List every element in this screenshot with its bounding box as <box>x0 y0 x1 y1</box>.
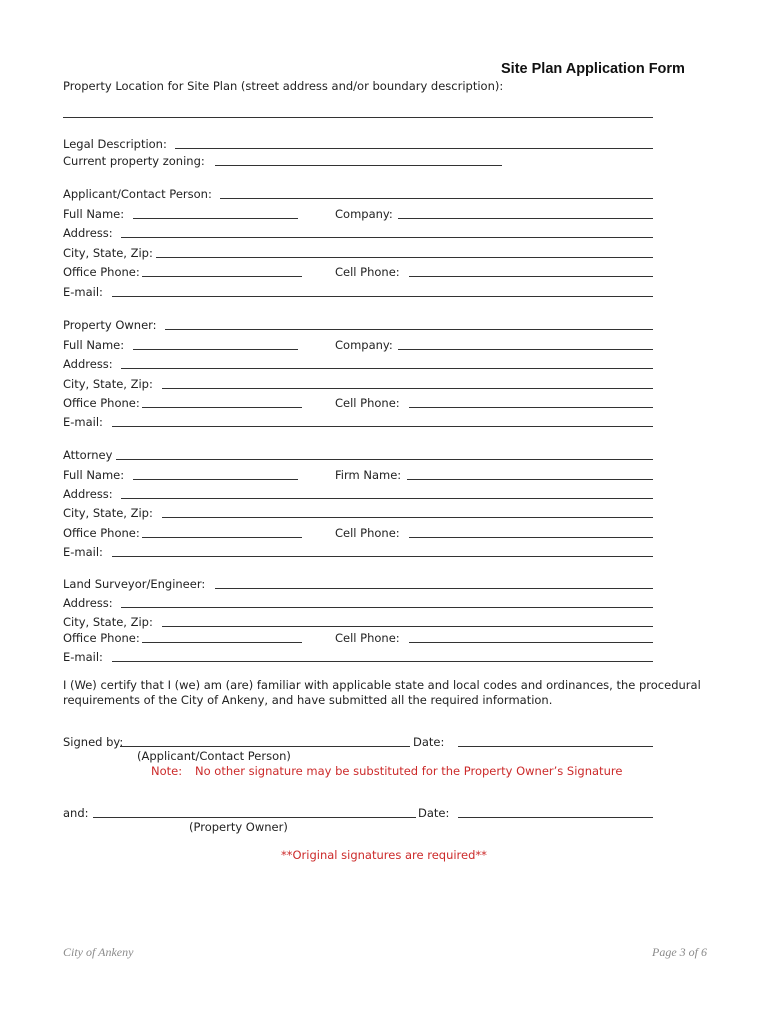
attorney-email-label: E-mail: <box>63 545 103 559</box>
applicant-address-label: Address: <box>63 226 113 240</box>
attorney-firm-name-label: Firm Name: <box>335 468 402 482</box>
owner-email-field[interactable] <box>112 426 653 427</box>
owner-email-label: E-mail: <box>63 415 103 429</box>
surveyor-heading: Land Surveyor/Engineer: <box>63 577 206 591</box>
attorney-city-field[interactable] <box>162 517 653 518</box>
owner-office-phone-label: Office Phone: <box>63 396 140 410</box>
owner-cell-phone-field[interactable] <box>409 407 653 408</box>
owner-full-name-label: Full Name: <box>63 338 125 352</box>
current-zoning-label: Current property zoning: <box>63 154 205 168</box>
owner-city-label: City, State, Zip: <box>63 377 153 391</box>
applicant-email-field[interactable] <box>112 296 653 297</box>
form-title: Site Plan Application Form <box>501 61 685 77</box>
attorney-address-field[interactable] <box>121 498 653 499</box>
attorney-office-phone-label: Office Phone: <box>63 526 140 540</box>
note-text: No other signature may be substituted for the Property Owner’s Signature <box>195 764 623 778</box>
applicant-city-label: City, State, Zip: <box>63 246 153 260</box>
applicant-cell-phone-label: Cell Phone: <box>335 265 400 279</box>
applicant-company-field[interactable] <box>398 218 653 219</box>
surveyor-email-field[interactable] <box>112 661 653 662</box>
attorney-city-label: City, State, Zip: <box>63 506 153 520</box>
applicant-city-field[interactable] <box>156 257 653 258</box>
applicant-date-field[interactable] <box>458 746 653 747</box>
signed-by-label: Signed by: <box>63 735 124 749</box>
owner-address-field[interactable] <box>121 368 653 369</box>
attorney-cell-phone-label: Cell Phone: <box>335 526 400 540</box>
surveyor-name-field[interactable] <box>215 588 653 589</box>
property-location-label: Property Location for Site Plan (street address and/or boundary description): <box>63 79 504 93</box>
surveyor-email-label: E-mail: <box>63 650 103 664</box>
applicant-office-phone-field[interactable] <box>142 276 302 277</box>
and-label: and: <box>63 806 89 820</box>
owner-cell-phone-label: Cell Phone: <box>335 396 400 410</box>
owner-date-label: Date: <box>418 806 450 820</box>
attorney-name-field[interactable] <box>116 459 653 460</box>
owner-office-phone-field[interactable] <box>142 407 302 408</box>
owner-address-label: Address: <box>63 357 113 371</box>
footer-city-name: City of Ankeny <box>63 945 134 959</box>
property-location-field[interactable] <box>63 117 653 118</box>
owner-signature-field[interactable] <box>93 817 416 818</box>
legal-description-label: Legal Description: <box>63 137 167 151</box>
applicant-company-label: Company: <box>335 207 393 221</box>
current-zoning-field[interactable] <box>215 165 502 166</box>
attorney-heading: Attorney <box>63 448 113 462</box>
owner-company-field[interactable] <box>398 349 653 350</box>
applicant-cell-phone-field[interactable] <box>409 276 653 277</box>
surveyor-address-field[interactable] <box>121 607 653 608</box>
applicant-signature-field[interactable] <box>120 746 410 747</box>
applicant-office-phone-label: Office Phone: <box>63 265 140 279</box>
certification-line-2: requirements of the City of Ankeny, and have submitted all the required information. <box>63 693 553 707</box>
applicant-full-name-field[interactable] <box>133 218 298 219</box>
surveyor-city-field[interactable] <box>162 626 653 627</box>
applicant-email-label: E-mail: <box>63 285 103 299</box>
surveyor-office-phone-label: Office Phone: <box>63 631 140 645</box>
applicant-date-label: Date: <box>413 735 445 749</box>
surveyor-city-label: City, State, Zip: <box>63 615 153 629</box>
certification-line-1: I (We) certify that I (we) am (are) familiar with applicable state and local codes and ordinances, the procedural <box>63 678 701 692</box>
owner-caption: (Property Owner) <box>189 820 288 834</box>
owner-company-label: Company: <box>335 338 393 352</box>
owner-name-field[interactable] <box>165 329 653 330</box>
owner-heading: Property Owner: <box>63 318 157 332</box>
surveyor-cell-phone-field[interactable] <box>409 642 653 643</box>
note-label: Note: <box>151 764 183 778</box>
surveyor-cell-phone-label: Cell Phone: <box>335 631 400 645</box>
attorney-email-field[interactable] <box>112 556 653 557</box>
attorney-full-name-field[interactable] <box>133 479 298 480</box>
applicant-address-field[interactable] <box>121 237 653 238</box>
attorney-address-label: Address: <box>63 487 113 501</box>
footer-page-number: Page 3 of 6 <box>652 945 707 959</box>
owner-full-name-field[interactable] <box>133 349 298 350</box>
legal-description-field[interactable] <box>175 148 653 149</box>
owner-date-field[interactable] <box>458 817 653 818</box>
applicant-full-name-label: Full Name: <box>63 207 125 221</box>
surveyor-address-label: Address: <box>63 596 113 610</box>
original-signatures-notice: **Original signatures are required** <box>281 848 487 862</box>
attorney-firm-name-field[interactable] <box>407 479 653 480</box>
owner-city-field[interactable] <box>162 388 653 389</box>
attorney-office-phone-field[interactable] <box>142 537 302 538</box>
attorney-full-name-label: Full Name: <box>63 468 125 482</box>
applicant-caption: (Applicant/Contact Person) <box>137 749 291 763</box>
attorney-cell-phone-field[interactable] <box>409 537 653 538</box>
applicant-name-field[interactable] <box>220 198 653 199</box>
applicant-heading: Applicant/Contact Person: <box>63 187 212 201</box>
surveyor-office-phone-field[interactable] <box>142 642 302 643</box>
